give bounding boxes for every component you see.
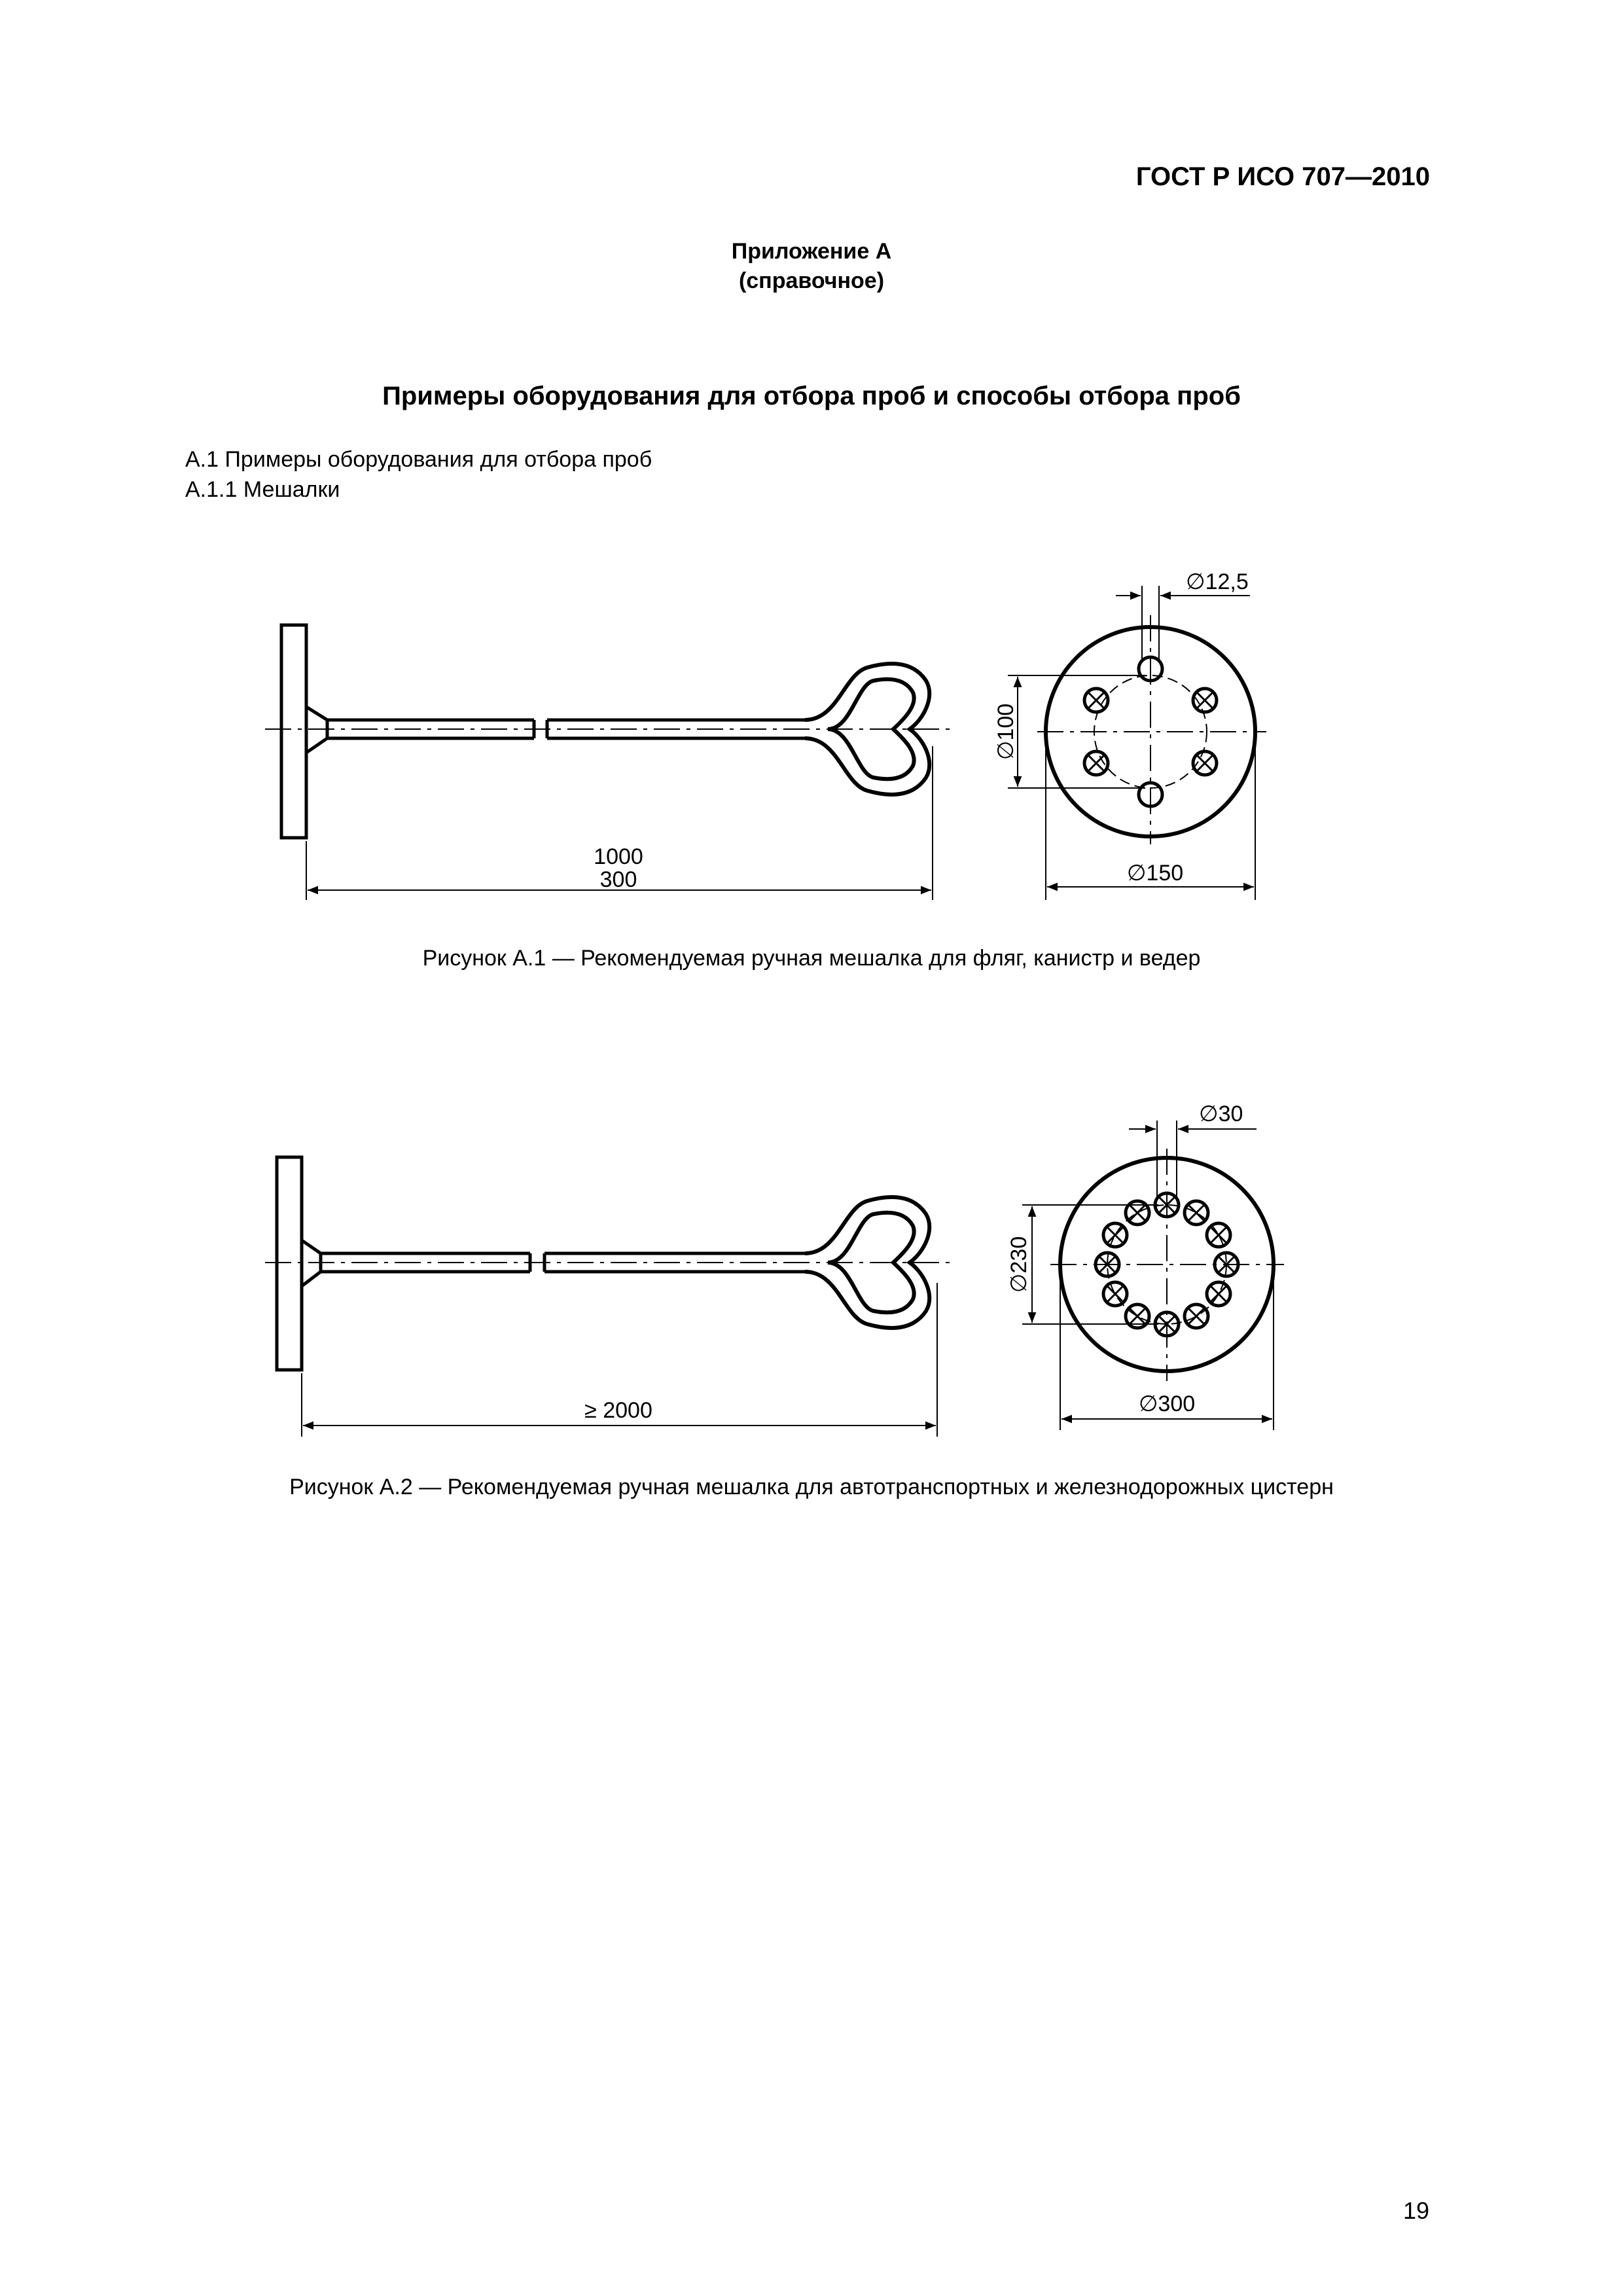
dim-pitch-diameter-2: ∅230 (1007, 1236, 1031, 1293)
dim-length-2000: ≥ 2000 (584, 1398, 652, 1423)
dim-pitch-diameter: ∅100 (993, 703, 1018, 761)
stirrer-plate-2 (277, 1157, 302, 1370)
section-title: Примеры оборудования для отбора проб и способы отбора проб (382, 382, 1241, 410)
dim-hole-diameter-2: ∅30 (1199, 1102, 1243, 1126)
page-number: 19 (1402, 2197, 1429, 2224)
clause-a1: А.1 Примеры оборудования для отбора проб (185, 447, 652, 472)
dim-hole-diameter: ∅12,5 (1186, 569, 1249, 594)
annex-type: (справочное) (738, 268, 885, 293)
dim-disc-diameter-2: ∅300 (1138, 1391, 1196, 1416)
dim-length-1000: 1000 (594, 844, 643, 869)
dim-disc-diameter: ∅150 (1126, 861, 1184, 886)
standard-designation: ГОСТ Р ИСО 707—2010 (1135, 162, 1430, 191)
dim-length-300: 300 (599, 867, 637, 892)
annex-title: Приложение А (731, 239, 892, 264)
figure-a2-caption: Рисунок А.2 — Рекомендуемая ручная мешалка для автотранспортных и железнодорожных цистерн (289, 1475, 1334, 1499)
figure-a1-caption: Рисунок А.1 — Рекомендуемая ручная мешалка для фляг, канистр и ведер (422, 946, 1201, 971)
clause-a1-1: А.1.1 Мешалки (185, 477, 340, 502)
